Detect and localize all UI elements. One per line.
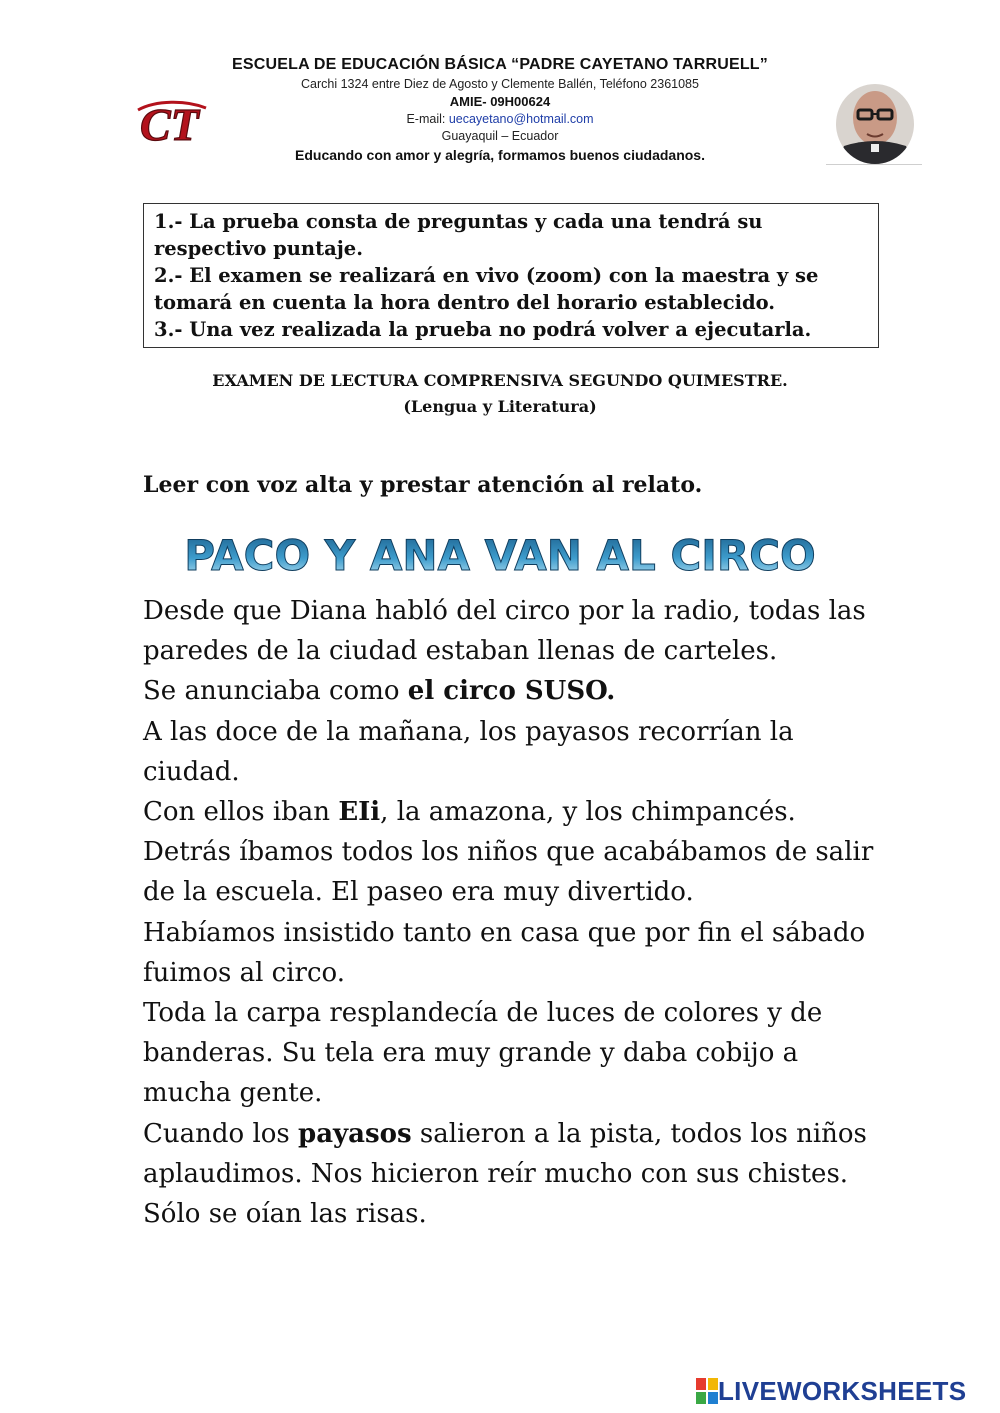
story-paragraph: Habíamos insistido tanto en casa que por fin el sábado fuimos al circo. xyxy=(143,917,866,988)
school-logo xyxy=(136,96,208,152)
liveworksheets-logo-icon xyxy=(696,1378,718,1404)
story-paragraph: Toda la carpa resplandecía de luces de colores y de banderas. Su tela era muy grande y daba cobijo a mucha gente. xyxy=(143,998,823,1109)
school-motto: Educando con amor y alegría, formamos buenos ciudadanos. xyxy=(295,147,705,163)
story-paragraph: Cuando los payasos salieron a la pista, todos los niños aplaudimos. Nos hicieron reír mucho con sus chistes. Sólo se oían las risas. xyxy=(143,1118,867,1230)
story-title-text: PACO Y ANA VAN AL CIRCO xyxy=(184,531,816,580)
email-label: E-mail: xyxy=(406,112,449,126)
portrait-divider xyxy=(826,164,922,165)
exam-title: EXAMEN DE LECTURA COMPRENSIVA SEGUNDO QUIMESTRE. xyxy=(212,371,788,390)
rule-item: 2.- El examen se realizará en vivo (zoom) con la maestra y se tomará en cuenta la hora dentro del horario establecido. xyxy=(154,264,819,314)
school-amie: AMIE- 09H00624 xyxy=(449,94,551,109)
story-emphasis: el circo SUSO. xyxy=(407,676,616,707)
logo-monogram: CT xyxy=(140,99,199,150)
story-emphasis: payasos xyxy=(298,1118,412,1149)
rule-item: 1.- La prueba consta de preguntas y cada una tendrá su respectivo puntaje. xyxy=(154,210,763,260)
exam-subtitle: (Lengua y Literatura) xyxy=(403,397,597,416)
liveworksheets-watermark xyxy=(696,1376,966,1406)
watermark-text: LIVEWORKSHEETS xyxy=(718,1375,967,1406)
email-link[interactable]: uecayetano@hotmail.com xyxy=(448,112,594,126)
story-title xyxy=(0,528,1000,588)
founder-portrait xyxy=(836,84,914,164)
story-paragraph: A las doce de la mañana, los payasos recorrían la ciudad. xyxy=(143,716,794,787)
school-city: Guayaquil – Ecuador xyxy=(441,129,559,143)
story-paragraph: Se anunciaba como el circo SUSO. xyxy=(143,676,616,707)
story-emphasis: EIi xyxy=(338,797,381,828)
story-text xyxy=(143,591,883,1234)
story-paragraph: Con ellos iban EIi, la amazona, y los chimpancés. Detrás íbamos todos los niños que acabábamos de salir de la escuela. El paseo era muy divertido. xyxy=(143,797,874,908)
exam-rules-box xyxy=(143,203,879,348)
school-name: ESCUELA DE EDUCACIÓN BÁSICA “PADRE CAYETANO TARRUELL” xyxy=(232,56,768,73)
exam-title-block xyxy=(0,368,1000,420)
school-address: Carchi 1324 entre Diez de Agosto y Clemente Ballén, Teléfono 2361085 xyxy=(301,77,699,91)
rule-item: 3.- Una vez realizada la prueba no podrá volver a ejecutarla. xyxy=(154,318,812,341)
reading-instruction: Leer con voz alta y prestar atención al relato. xyxy=(143,472,703,498)
story-paragraph: Desde que Diana habló del circo por la radio, todas las paredes de la ciudad estaban llenas de carteles. xyxy=(143,596,866,667)
